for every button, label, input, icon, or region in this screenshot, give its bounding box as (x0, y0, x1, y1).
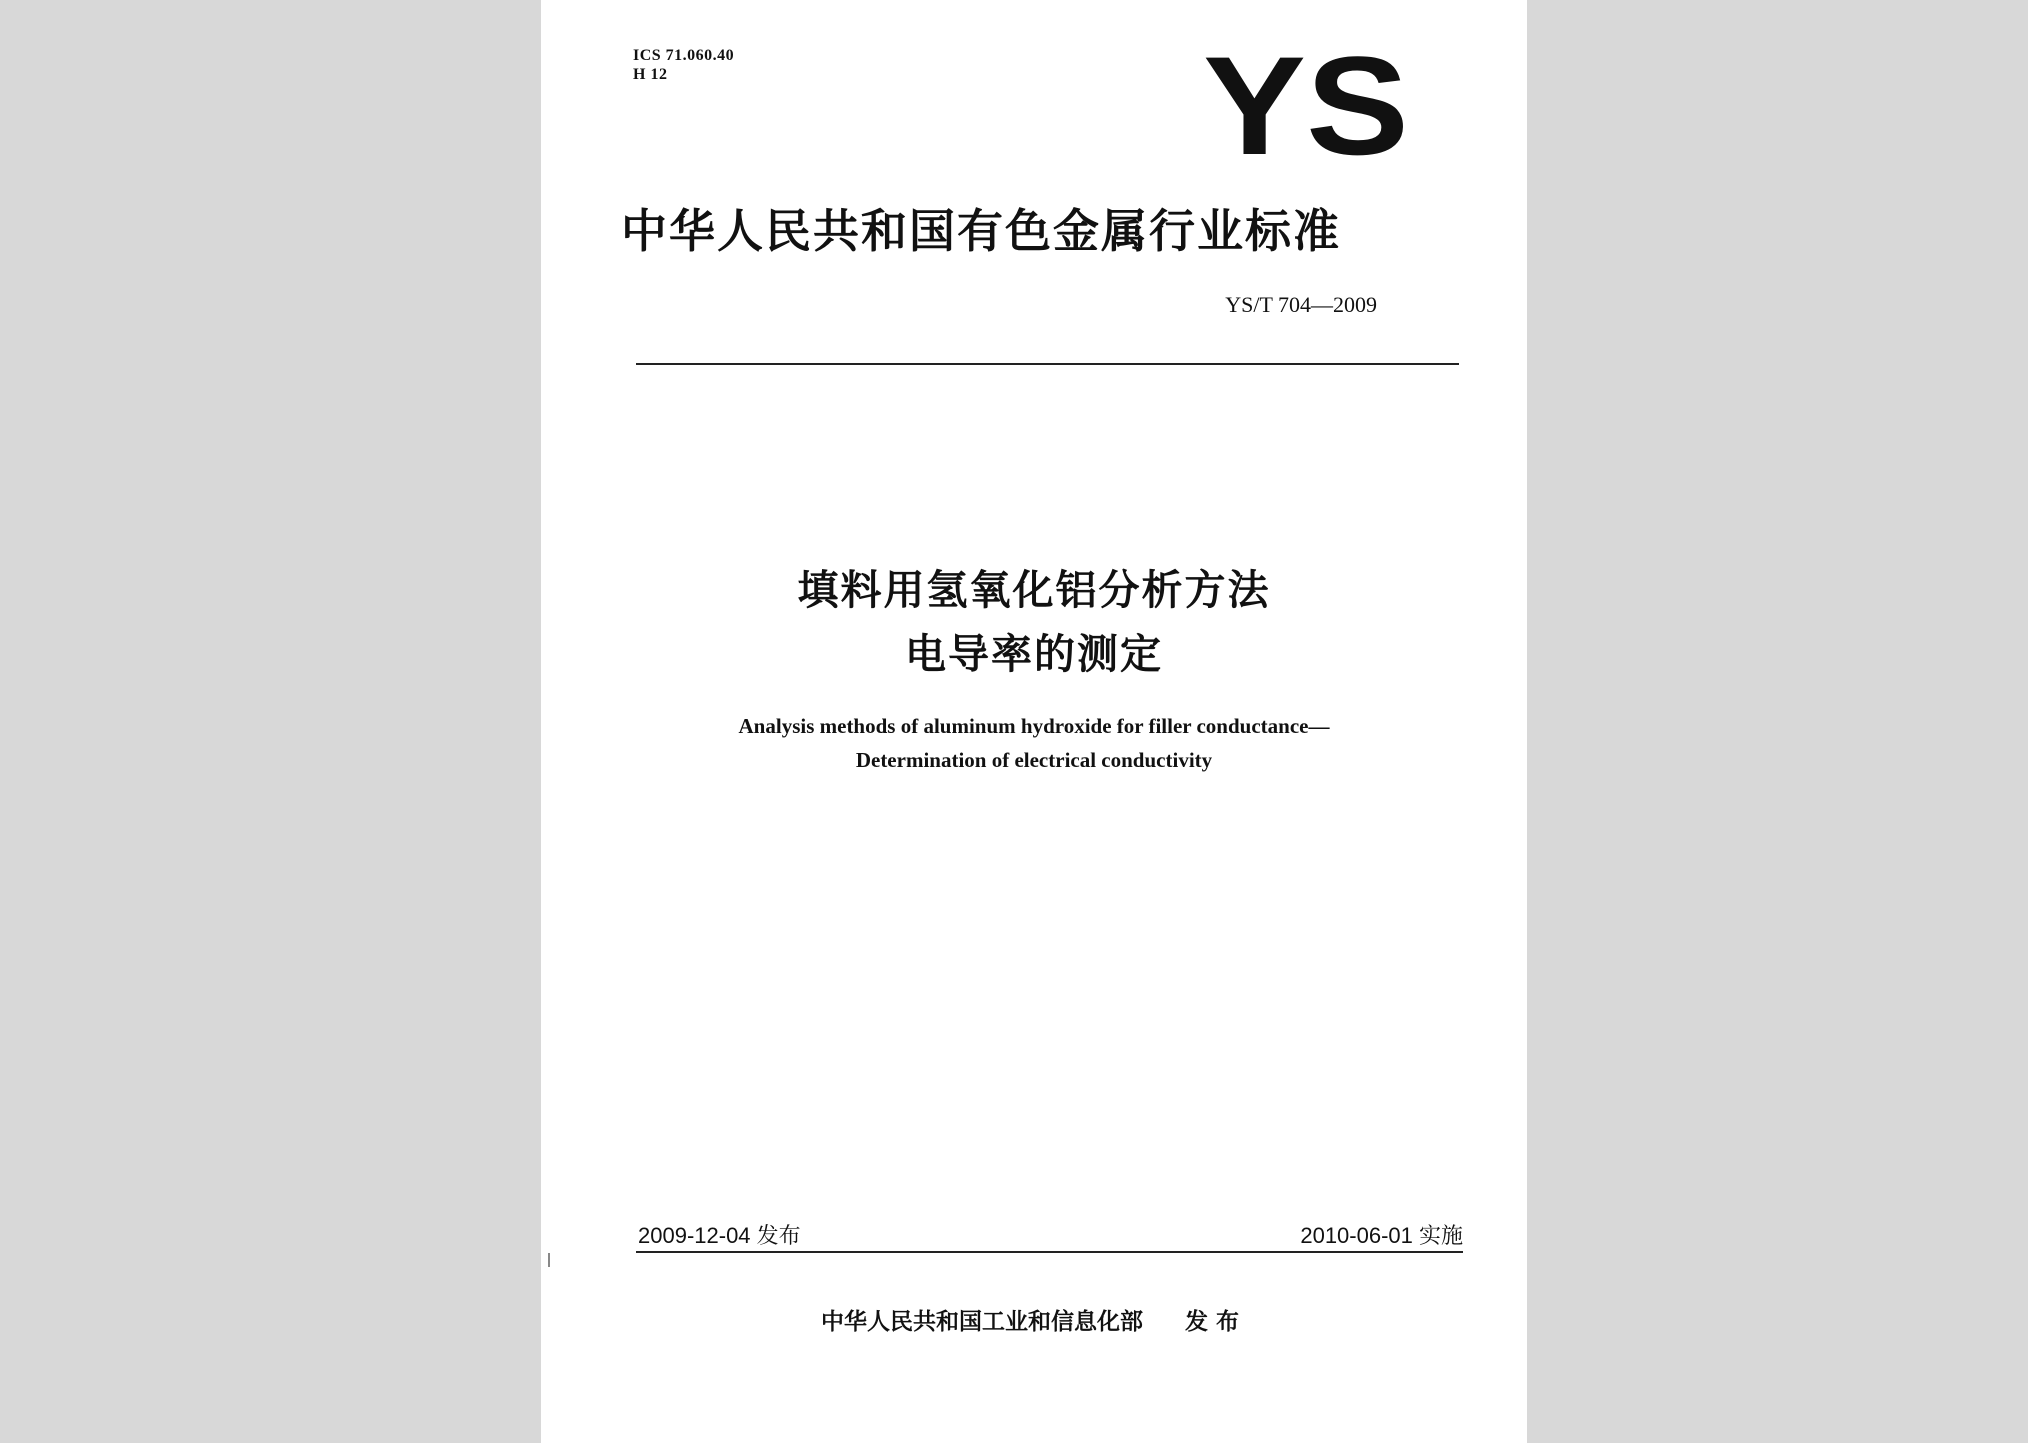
scan-artifact (548, 1253, 550, 1267)
title-cn-line1: 填料用氢氧化铝分析方法 (797, 566, 1271, 614)
classification-codes (633, 46, 734, 84)
ys-logo-text: YS (1203, 42, 1409, 164)
issuing-body-title: 中华人民共和国有色金属行业标准 (621, 204, 1341, 258)
title-cn-line2: 电导率的测定 (905, 630, 1163, 678)
footer-divider (636, 1251, 1463, 1253)
standard-code: YS/T 704—2009 (1225, 292, 1377, 317)
ys-logo (1201, 42, 1411, 164)
publisher-name: 中华人民共和国工业和信息化部 (821, 1309, 1143, 1335)
implementation-date: 2010-06-01 实施 (1300, 1223, 1463, 1248)
title-en-line2: Determination of electrical conductivity (855, 748, 1213, 772)
publisher-line (541, 1303, 1527, 1336)
title-en-line1: Analysis methods of aluminum hydroxide for filler conductance— (738, 714, 1330, 738)
issue-date: 2009-12-04 发布 (638, 1223, 801, 1248)
ccs-code: H 12 (633, 66, 668, 83)
ics-code: ICS 71.060.40 (633, 47, 735, 64)
publisher-action: 发布 (1185, 1309, 1247, 1335)
document-page (541, 0, 1527, 1443)
header-divider (636, 363, 1459, 365)
